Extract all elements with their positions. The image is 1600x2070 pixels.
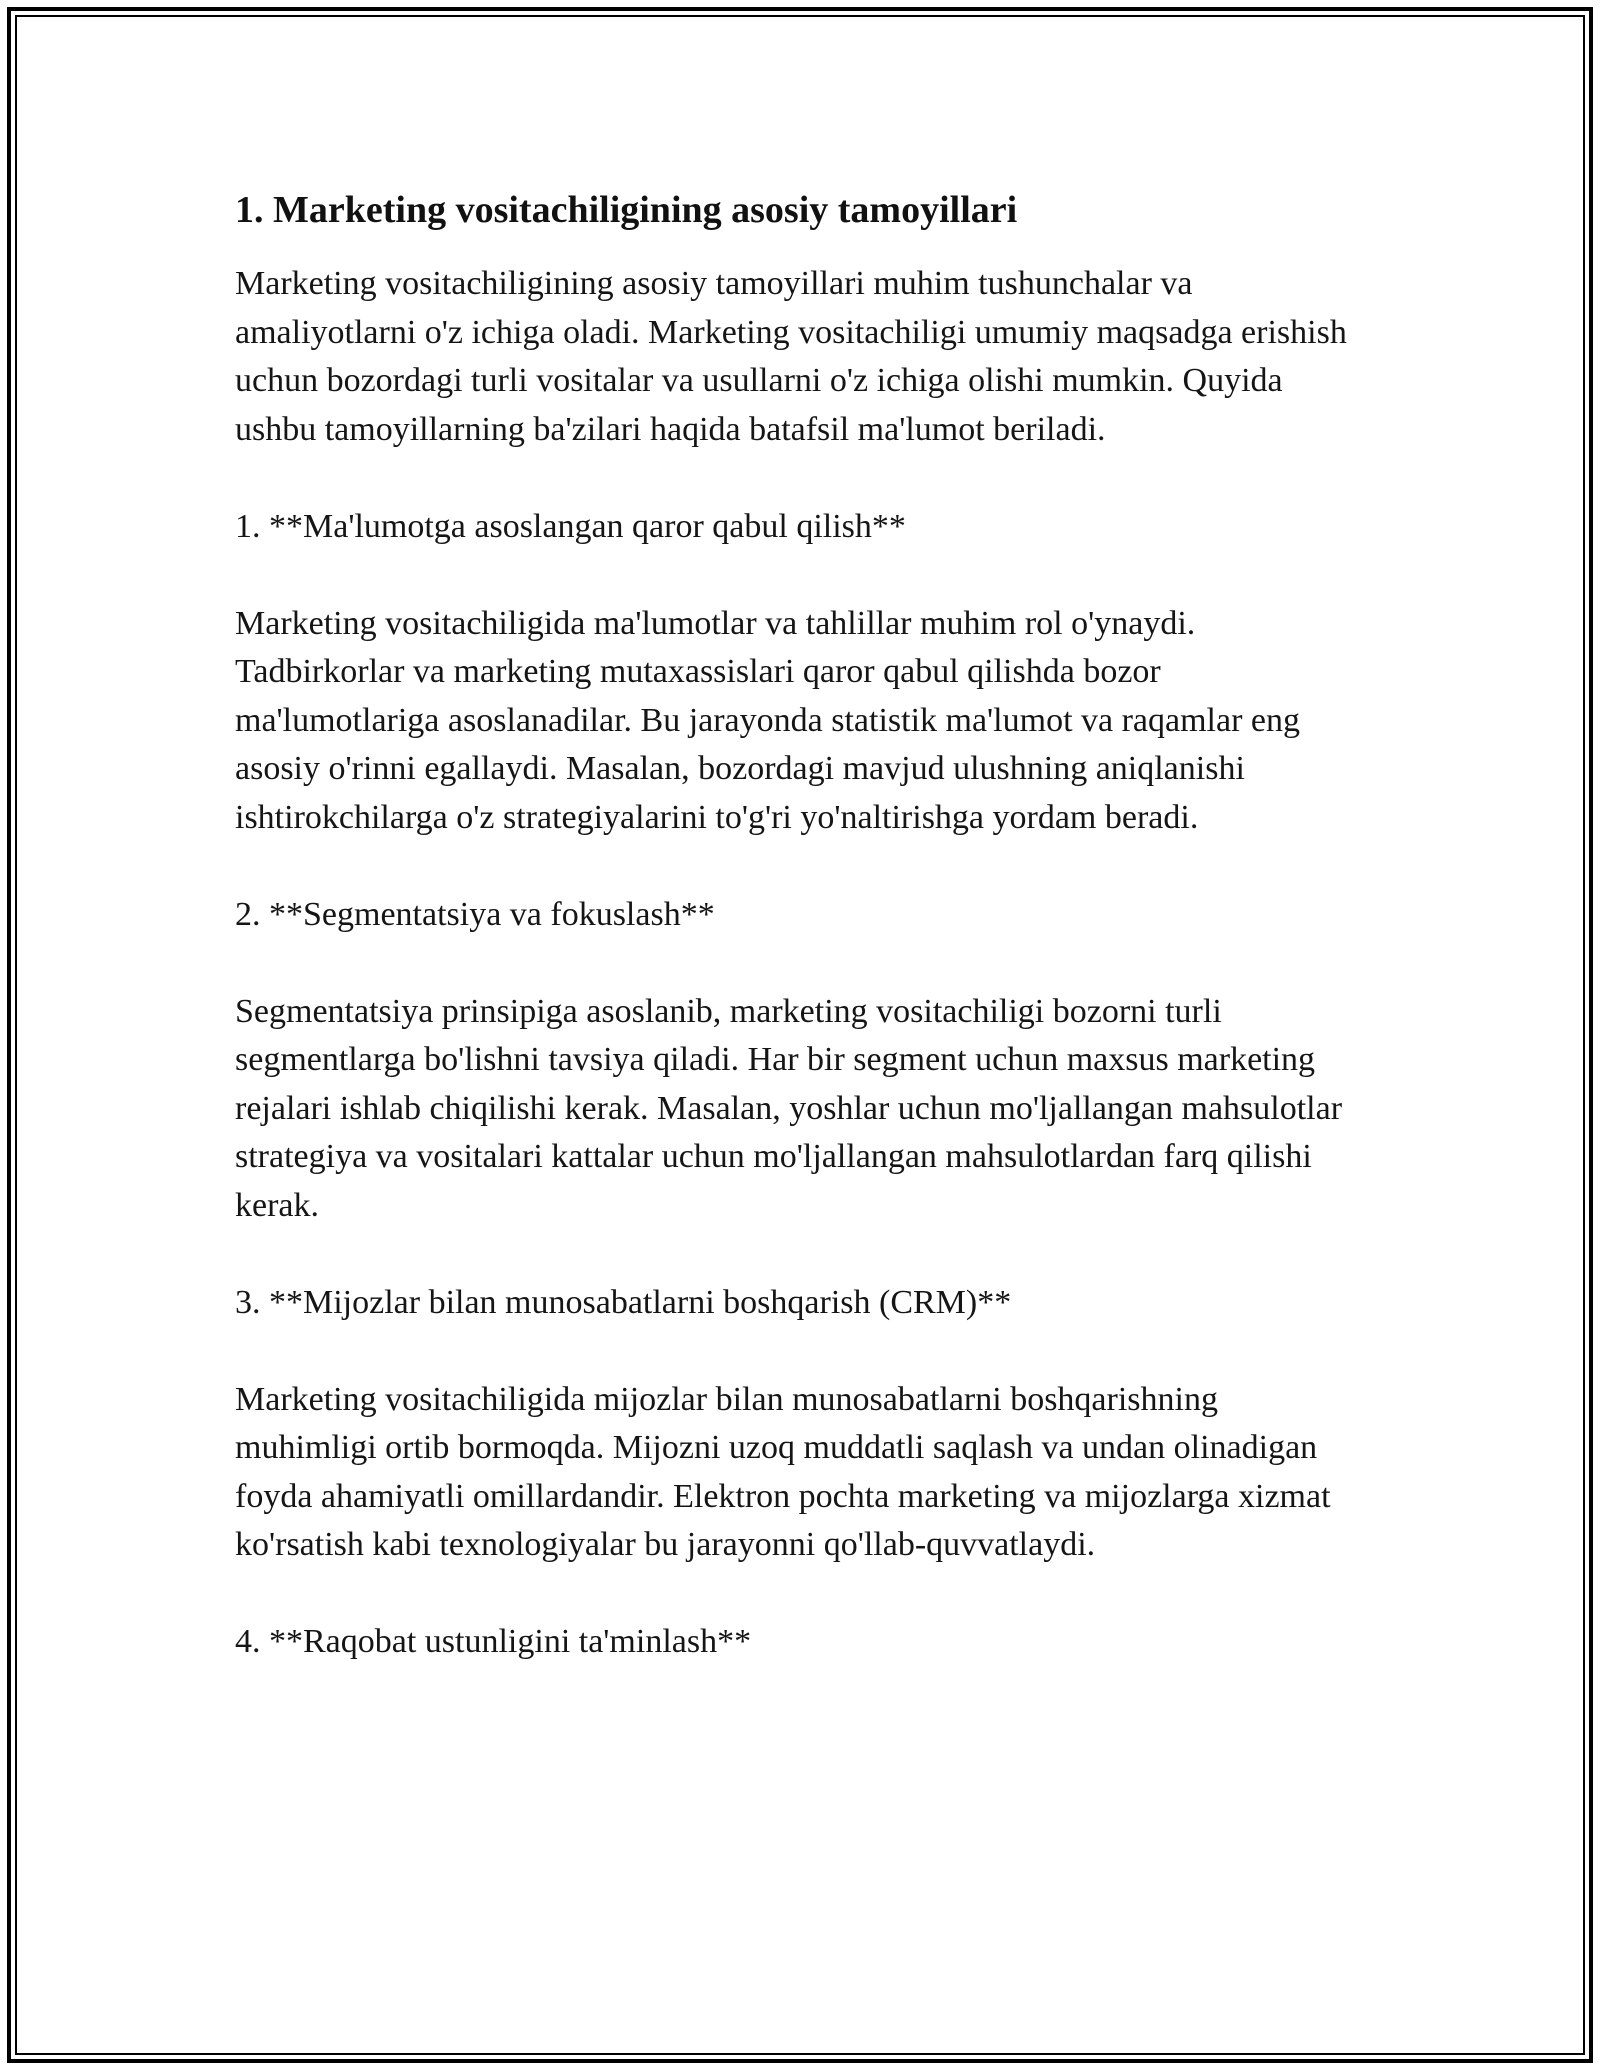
- section-4-heading: 4. **Raqobat ustunligini ta'minlash**: [235, 1623, 752, 1660]
- paragraph-gap: [235, 1230, 1365, 1279]
- paragraph-gap: [235, 454, 1365, 503]
- document-title: 1. Marketing vositachiligining asosiy tamoyillari: [235, 189, 1018, 231]
- paragraph-gap: [235, 842, 1365, 891]
- section-3-body: Marketing vositachiligida mijozlar bilan munosabatlarni boshqarishning muhimligi ortib bormoqda. Mijozni uzoq muddatli saqlash va undan olinadigan foyda ahamiyatli omillardandir. Elektron pochta marketing va mijozlarga xizmat ko'rsatish kabi texnologiyalar bu jarayonni qo'llab-quvvatlaydi.: [235, 1380, 1331, 1563]
- paragraph-gap: [235, 939, 1365, 988]
- paragraph-gap: [235, 1570, 1365, 1619]
- document-body: [235, 186, 1365, 1667]
- paragraph-gap: [235, 1327, 1365, 1376]
- intro-paragraph: Marketing vositachiligining asosiy tamoyillari muhim tushunchalar va amaliyotlarni o'z ichiga oladi. Marketing vositachiligi umumiy maqsadga erishish uchun bozordagi turli vositalar va usullarni o'z ichiga olishi mumkin. Quyida ushbu tamoyillarning ba'zilari haqida batafsil ma'lumot beriladi.: [235, 265, 1347, 448]
- section-1-heading: 1. **Ma'lumotga asoslangan qaror qabul qilish**: [235, 507, 906, 545]
- section-3-heading: 3. **Mijozlar bilan munosabatlarni boshqarish (CRM)**: [235, 1283, 1012, 1321]
- section-2-body: Segmentatsiya prinsipiga asoslanib, marketing vositachiligi bozorni turli segmentlarga bo'lishni tavsiya qiladi. Har bir segment uchun maxsus marketing rejalari ishlab chiqilishi kerak. Masalan, yoshlar uchun mo'ljallangan mahsulotlar strategiya va vositalari kattalar uchun mo'ljallangan mahsulotlardan farq qilishi kerak.: [235, 992, 1343, 1224]
- paragraph-gap: [235, 551, 1365, 600]
- section-2-heading: 2. **Segmentatsiya va fokuslash**: [235, 895, 715, 933]
- section-1-body: Marketing vositachiligida ma'lumotlar va tahlillar muhim rol o'ynaydi. Tadbirkorlar va marketing mutaxassislari qaror qabul qilishda bozor ma'lumotlariga asoslanadilar. Bu jarayonda statistik ma'lumot va raqamlar eng asosiy o'rinni egallaydi. Masalan, bozordagi mavjud ulushning aniqlanishi ishtirokchilarga o'z strategiyalarini to'g'ri yo'naltirishga yordam beradi.: [235, 604, 1301, 836]
